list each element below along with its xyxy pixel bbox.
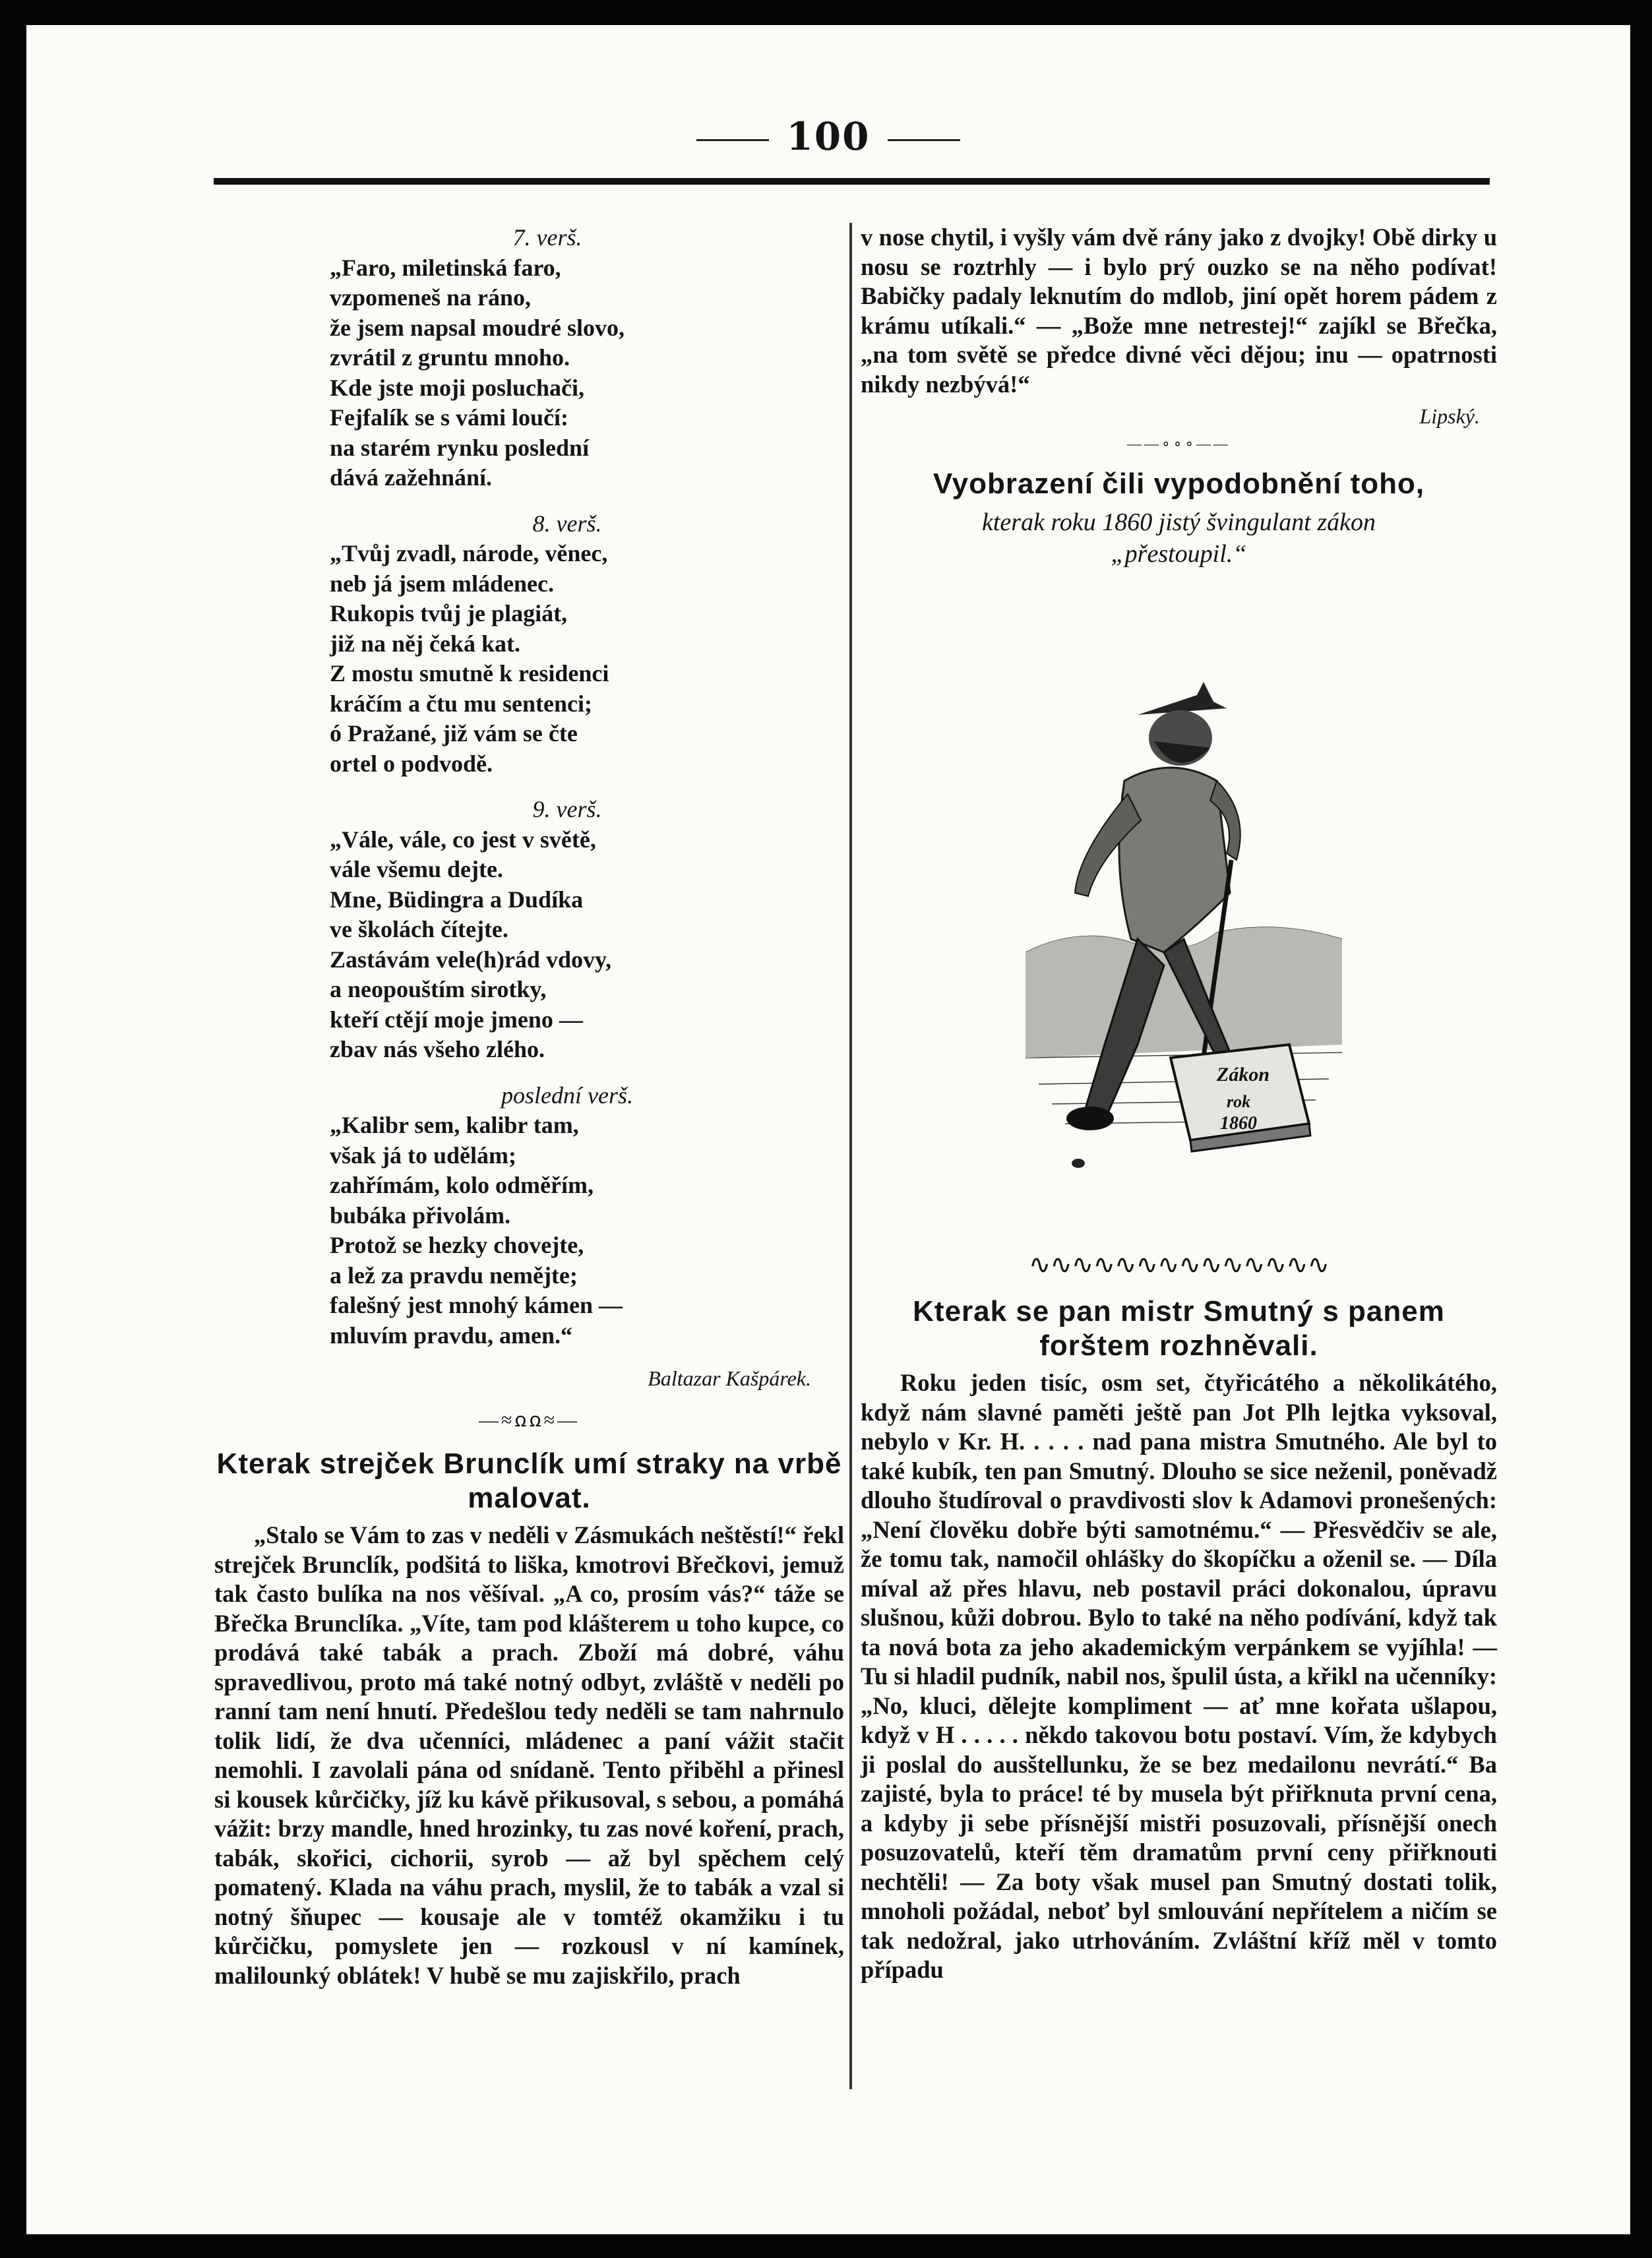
poem-stanza <box>330 509 805 779</box>
verse-heading: poslední verš. <box>501 1082 633 1109</box>
poem-stanza <box>330 795 805 1065</box>
poem-line: mluvím pravdu, amen.“ <box>330 1322 573 1349</box>
poem <box>330 223 805 1351</box>
poem-line: falešný jest mnohý kámen — <box>330 1292 623 1318</box>
poem-line: ve školách čítejte. <box>330 916 508 942</box>
illustration-subtitle-line-2: „přestoupil.“ <box>1111 540 1247 568</box>
illustration-subtitle-line-1: kterak roku 1860 jistý švingulant zákon <box>982 508 1376 536</box>
poem-line: „Tvůj zvadl, národe, věnec, <box>330 540 608 566</box>
left-column <box>214 223 844 1990</box>
poem-line: vzpomeneš na ráno, <box>330 284 531 311</box>
article-title: Kterak strejček Brunclík umí straky na vrbě malovat. <box>216 1448 842 1514</box>
poem-line: ortel o podvodě. <box>330 750 493 777</box>
poem-line: Protož se hezky chovejte, <box>330 1232 584 1258</box>
poem-line: Kde jste moji posluchači, <box>330 374 584 401</box>
book-label-year: 1860 <box>1220 1113 1257 1134</box>
poem-line: dává zažehnání. <box>330 464 493 491</box>
poem-line: však já to udělám; <box>330 1142 517 1169</box>
wavy-rule: ∿∿∿∿∿∿∿∿∿∿∿∿∿∿ <box>1028 1250 1330 1279</box>
book-label-title: Zákon <box>1217 1064 1270 1085</box>
poem-line: na starém rynku poslední <box>330 434 590 461</box>
poem-line: „Vále, vále, co jest v světě, <box>330 826 596 853</box>
poem-line: bubáka přivolám. <box>330 1202 511 1229</box>
poem-line: neb já jsem mládenec. <box>330 570 554 597</box>
hat <box>1138 682 1227 715</box>
article-body: Roku jeden tisíc, osm set, čtyřicátého a několikátého, když nám slavné paměti ještě pan Jot Plh lejtka vyksoval, nebylo v Kr. H. . . . . nad pana mistra Smutného. Ale byl to také kubík, ten pan Smutný. Dlouho se sice neženil, poněvadž dlouho študíroval o pravdivosti slov k Adamovi pronešených: „Není člověku dobře býti samotnému.“ — Přesvědčiv se ale, že tomu tak, namočil ohlášky do škopíčku a oženil se. — Díla míval až přes hlavu, neb postavil práci dokonalou, úpravu slušnou, kůži dobrou. Bylo to také na něho podívání, když tak ta nová bota za jeho akademickým verpánkem se vyjíhla! — Tu si hladil pudník, nabil nos, špulil ústa, a křikl na učenníky: „No, kluci, dělejte kompliment — ať mne kořata ušlapou, když v H . . . . . někdo takovou botu postaví. Vím, že kdybych ji poslal do ausštellunku, že se bez medailonu nevrátí.“ Ba zajisté, byla to práce! té by musela být přiřknuta první cena, a kdyby ji sebe přísnější mistři posuzovali, přísnější onech posuzovatelů, kteří těm dramatům první ceny přiřknouti nechtěli! — Za boty však musel pan Smutný dostati tolik, mnoholi požádal, neboť byl smlouvání nepřítelem a ničím se tak nedožral, jako utrhováním. Zvláštní kříž měl v tomto případu <box>861 1369 1497 1983</box>
column-divider <box>849 223 852 2089</box>
header-dash-left <box>696 139 769 141</box>
illustration-subtitle <box>861 506 1497 570</box>
ornament-divider-small: ——∘∘∘—— <box>1126 435 1231 452</box>
poem-stanza <box>330 223 805 493</box>
continuation-signature: Lipský. <box>1419 404 1480 428</box>
poem-line: a lež za pravdu nemějte; <box>330 1262 578 1289</box>
law-book <box>1171 1045 1310 1151</box>
poem-stanza <box>330 1081 805 1351</box>
poem-signature: Baltazar Kašpárek. <box>648 1366 811 1390</box>
poem-line: kteří ctějí moje jmeno — <box>330 1006 583 1033</box>
book-label-rok: rok <box>1227 1092 1251 1111</box>
header-dash-right <box>888 139 960 141</box>
poem-line: již na něj čeká kat. <box>330 630 520 657</box>
page-number-header <box>26 114 1630 159</box>
poem-line: že jsem napsal moudré slovo, <box>330 314 625 341</box>
engraving-illustration <box>999 583 1355 1242</box>
verse-heading: 7. verš. <box>512 224 582 251</box>
poem-line: „Faro, miletinská faro, <box>330 254 561 281</box>
poem-line: kráčím a čtu mu sentenci; <box>330 690 592 717</box>
illustration-title: Vyobrazení čili vypodobnění toho, <box>933 468 1425 500</box>
article-continuation: v nose chytil, i vyšly vám dvě rány jako z dvojky! Obě dirky u nosu se roztrhly — i bylo prý ouzko se na něho podívat! Babičky padaly leknutím do mdlob, jiní opět horem pádem z krámu utíkali.“ — „Bože mne netrestej!“ zajíkl se Břečka, „na tom světě se předce divné věci dějou; inu — opatrnosti nikdy nezbývá!“ <box>861 224 1497 398</box>
poem-line: zahřímám, kolo odměřím, <box>330 1172 594 1198</box>
boot-left <box>1066 1107 1114 1130</box>
right-column <box>861 223 1497 1985</box>
verse-heading: 9. verš. <box>532 796 602 822</box>
ornament-divider: —≈ꭥꭥ≈— <box>478 1409 580 1431</box>
verse-heading: 8. verš. <box>532 510 602 537</box>
article-title: Kterak se pan mistr Smutný s panem forštem rozhněvali. <box>913 1295 1445 1362</box>
poem-line: vále všemu dejte. <box>330 856 503 882</box>
poem-line: Zastávám vele(h)rád vdovy, <box>330 946 611 973</box>
poem-line: zbav nás všeho zlého. <box>330 1036 545 1062</box>
poem-line: Z mostu smutně k residenci <box>330 660 609 687</box>
poem-line: Rukopis tvůj je plagiát, <box>330 600 568 626</box>
poem-line: ó Pražané, již vám se čte <box>330 720 578 747</box>
poem-line: zvrátil z gruntu mnoho. <box>330 344 570 371</box>
pebble <box>1072 1159 1085 1168</box>
poem-line: Fejfalík se s vámi loučí: <box>330 404 568 431</box>
page-number: 100 <box>786 114 871 159</box>
article-body: „Stalo se Vám to zas v neděli v Zásmukách neštěstí!“ řekl strejček Brunclík, podšitá to liška, kmotrovi Břečkovi, jemuž tak často bulíka na nos věšíval. „A co, prosím vás?“ táže se Břečka Brunclíka. „Víte, tam pod klášterem u toho kupce, co prodává také tabák a prach. Zboží má dobré, váhu spravedlivou, proto má také notný odbyt, zvláště v neděli po ranní tam není hnutí. Předešlou tedy neděli se tam nahrnulo tolik lidí, že dva učenníci, mládenec a paní vážit stačit nemohli. I zavolali pána od snídaně. Tento přiběhl a přinesl si kousek kůrčičky, jíž ku kávě přikusoval, s sebou, a pomáhá vážit: brzy mandle, hned hrozinky, tu zas nové koření, prach, tabák, skořici, cichorii, syrob — až byl spěchem celý pomatený. Klada na váhu prach, myslil, že to tabák a vzal si notný šňupec — kousaje ale v tomtéž okamžiku i tu kůrčičku, pomyslete jen — rozkousl v ní kamínek, malilounký oblátek! V hubě se mu zajiskřilo, prach <box>214 1521 844 1989</box>
poem-line: „Kalibr sem, kalibr tam, <box>330 1112 579 1138</box>
newspaper-page <box>26 25 1630 2234</box>
poem-line: Mne, Büdingra a Dudíka <box>330 886 584 913</box>
poem-line: a neopouštím sirotky, <box>330 976 547 1002</box>
header-rule <box>214 178 1490 185</box>
